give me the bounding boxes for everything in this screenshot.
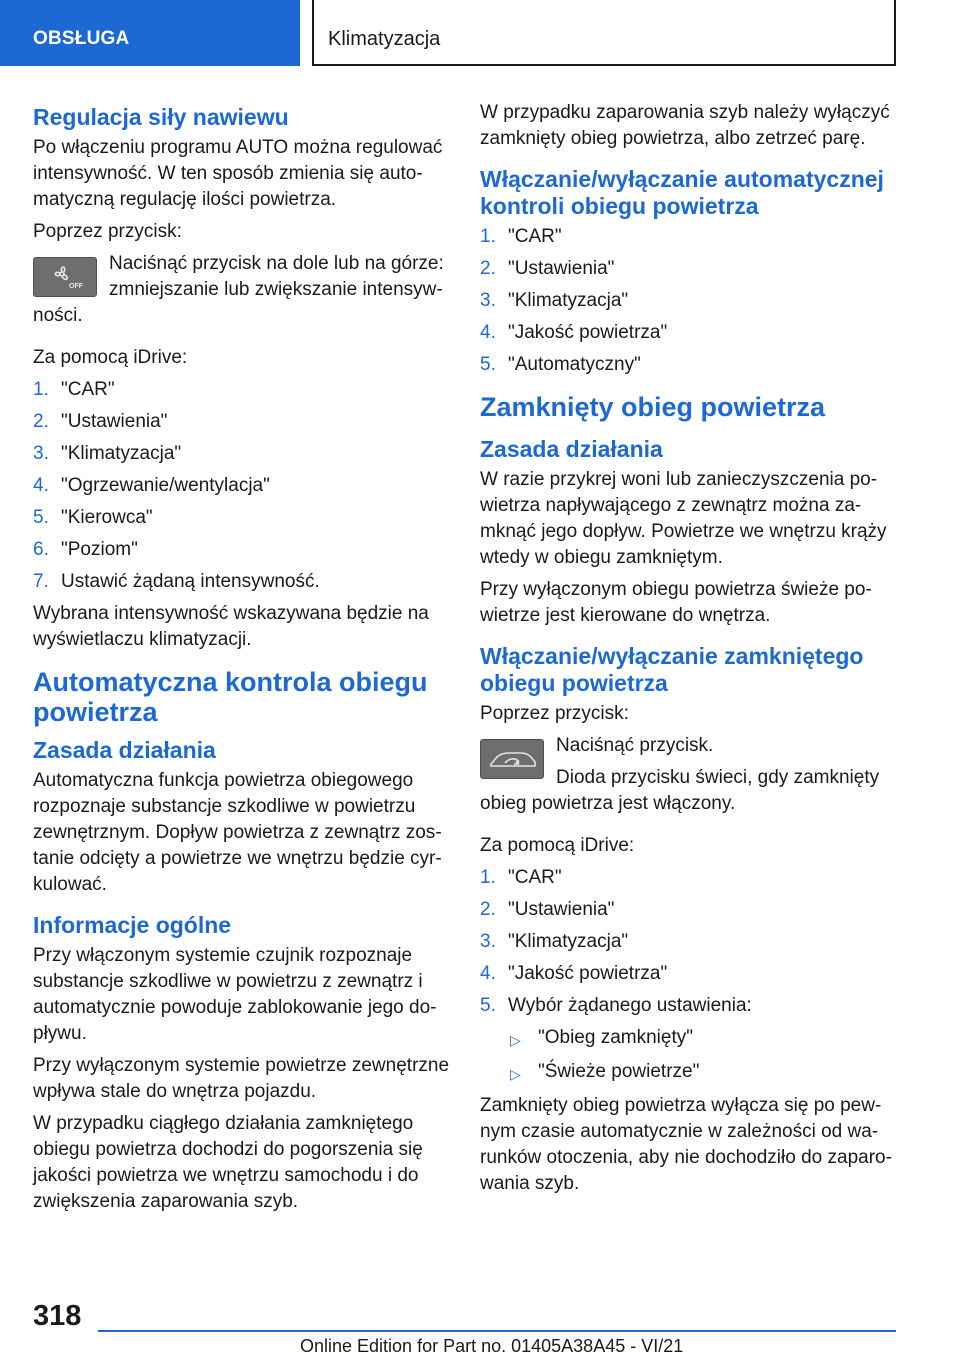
paragraph-display: Wybrana intensywność wskazywana będzie na wyświetlaczu klimatyzacji. <box>33 603 429 650</box>
paragraph-general-1: Przy włączonym systemie czujnik rozpoznaje substancje szkodliwe w powietrzu z zewnątrz i automatycznie powoduje zablokowanie jego dopływu. <box>33 945 437 1044</box>
right-column <box>480 100 900 1203</box>
page-number: 318 <box>33 1300 82 1332</box>
list-item: 7. Ustawić żądaną intensywność. <box>33 571 320 592</box>
footer-divider <box>98 1330 896 1332</box>
list-item: 4. "Jakość powietrza" <box>480 322 668 343</box>
heading-principle-right: Zasada działania <box>480 436 663 462</box>
list-item: 4. "Ogrzewanie/wentylacja" <box>33 475 270 496</box>
triangle-bullet-icon: ▷ <box>510 1032 521 1048</box>
paragraph-principle-2: Przy wyłączonym obiegu powietrza świeże powietrze jest kierowane do wnętrza. <box>480 579 872 626</box>
recirc-button-press: Naciśnąć przycisk. <box>556 735 714 756</box>
paragraph-final: Zamknięty obieg powietrza wyłącza się po pewnym czasie automatycznie w zależności od warunków otoczenia, aby nie dochodziło do zaparowania szyb. <box>480 1095 892 1194</box>
recirc-button-block <box>480 733 900 823</box>
list-item: 4. "Jakość powietrza" <box>480 963 668 984</box>
list-item: ▷ "Świeże powietrze" <box>510 1059 900 1087</box>
paragraph-idrive-right: Za pomocą iDrive: <box>480 835 635 856</box>
paragraph-idrive: Za pomocą iDrive: <box>33 347 188 368</box>
list-item: 5. "Kierowca" <box>33 507 153 528</box>
heading-auto-recirculation: Automatyczna kontrola obiegu powietrza <box>33 667 428 727</box>
recirc-button-led: Dioda przycisku świeci, gdy zamknięty obieg powietrza jest włączony. <box>480 767 880 814</box>
paragraph-fog: W przypadku zaparowania szyb należy wyłączyć zamknięty obieg powietrza, albo zetrzeć parę. <box>480 102 890 149</box>
svg-text:OFF: OFF <box>69 283 83 290</box>
edition-note: Online Edition for Part no. 01405A38A45 - VI/21 <box>300 1336 684 1356</box>
section-tab: OBSŁUGA <box>0 0 300 66</box>
triangle-bullet-icon: ▷ <box>510 1066 521 1082</box>
list-item: 3. "Klimatyzacja" <box>480 290 629 311</box>
heading-toggle-closed: Włączanie/wyłączanie zamkniętego obiegu powietrza <box>480 643 864 696</box>
paragraph-via-button-right: Poprzez przycisk: <box>480 703 629 724</box>
setting-options <box>510 1025 900 1087</box>
heading-closed-recirculation: Zamknięty obieg powietrza <box>480 392 826 422</box>
paragraph-intensity: Po włączeniu programu AUTO można regulować intensywność. W ten sposób zmienia się automatyczną regulację ilości powietrza. <box>33 137 443 210</box>
chapter-title: Klimatyzacja <box>312 0 896 66</box>
fan-button-note: Naciśnąć przycisk na dole lub na górze: zmniejszanie lub zwiększanie intensywności. <box>33 253 444 326</box>
heading-general-info: Informacje ogólne <box>33 912 232 938</box>
fan-off-button-icon <box>33 257 97 297</box>
left-column <box>33 100 453 1221</box>
list-item: 1. "CAR" <box>480 867 562 888</box>
list-item: 1. "CAR" <box>480 226 562 247</box>
paragraph-via-button: Poprzez przycisk: <box>33 221 182 242</box>
list-item: 3. "Klimatyzacja" <box>480 931 629 952</box>
heading-intensity: Regulacja siły nawiewu <box>33 104 289 130</box>
heading-toggle-auto: Włączanie/wyłączanie automatycznej kontroli obiegu powietrza <box>480 166 884 219</box>
fan-button-block <box>33 251 453 335</box>
list-item: 5. Wybór żądanego ustawienia: <box>480 995 752 1016</box>
list-item: ▷ "Obieg zamknięty" <box>510 1025 900 1053</box>
list-item: 2. "Ustawienia" <box>480 258 615 279</box>
paragraph-principle: Automatyczna funkcja powietrza obiegowego rozpoznaje substancje szkodliwe w powietrzu zewnętrznym. Dopływ powietrza z zewnątrz zostanie odcięty a powietrze we wnętrzu będzie cyrkulować. <box>33 770 442 895</box>
list-item: 1. "CAR" <box>33 379 115 400</box>
recirculation-button-icon <box>480 739 544 779</box>
paragraph-general-2: Przy wyłączonym systemie powietrze zewnętrzne wpływa stale do wnętrza pojazdu. <box>33 1055 450 1102</box>
intensity-steps <box>33 377 453 595</box>
list-item: 3. "Klimatyzacja" <box>33 443 182 464</box>
list-item: 2. "Ustawienia" <box>480 899 615 920</box>
paragraph-general-3: W przypadku ciągłego działania zamkniętego obiegu powietrza dochodzi do pogorszenia się jakości powietrza we wnętrzu samochodu i do zwiększenia zaparowania szyb. <box>33 1113 423 1212</box>
list-item: 2. "Ustawienia" <box>33 411 168 432</box>
auto-steps <box>480 224 900 378</box>
heading-principle: Zasada działania <box>33 737 216 763</box>
list-item: 5. "Automatyczny" <box>480 354 641 375</box>
closed-steps <box>480 865 900 1019</box>
paragraph-principle-1: W razie przykrej woni lub zanieczyszczenia powietrza napływającego z zewnątrz można zamknąć jego dopływ. Powietrze we wnętrzu krąży wtedy w obiegu zamkniętym. <box>480 469 887 568</box>
list-item: 6. "Poziom" <box>33 539 138 560</box>
